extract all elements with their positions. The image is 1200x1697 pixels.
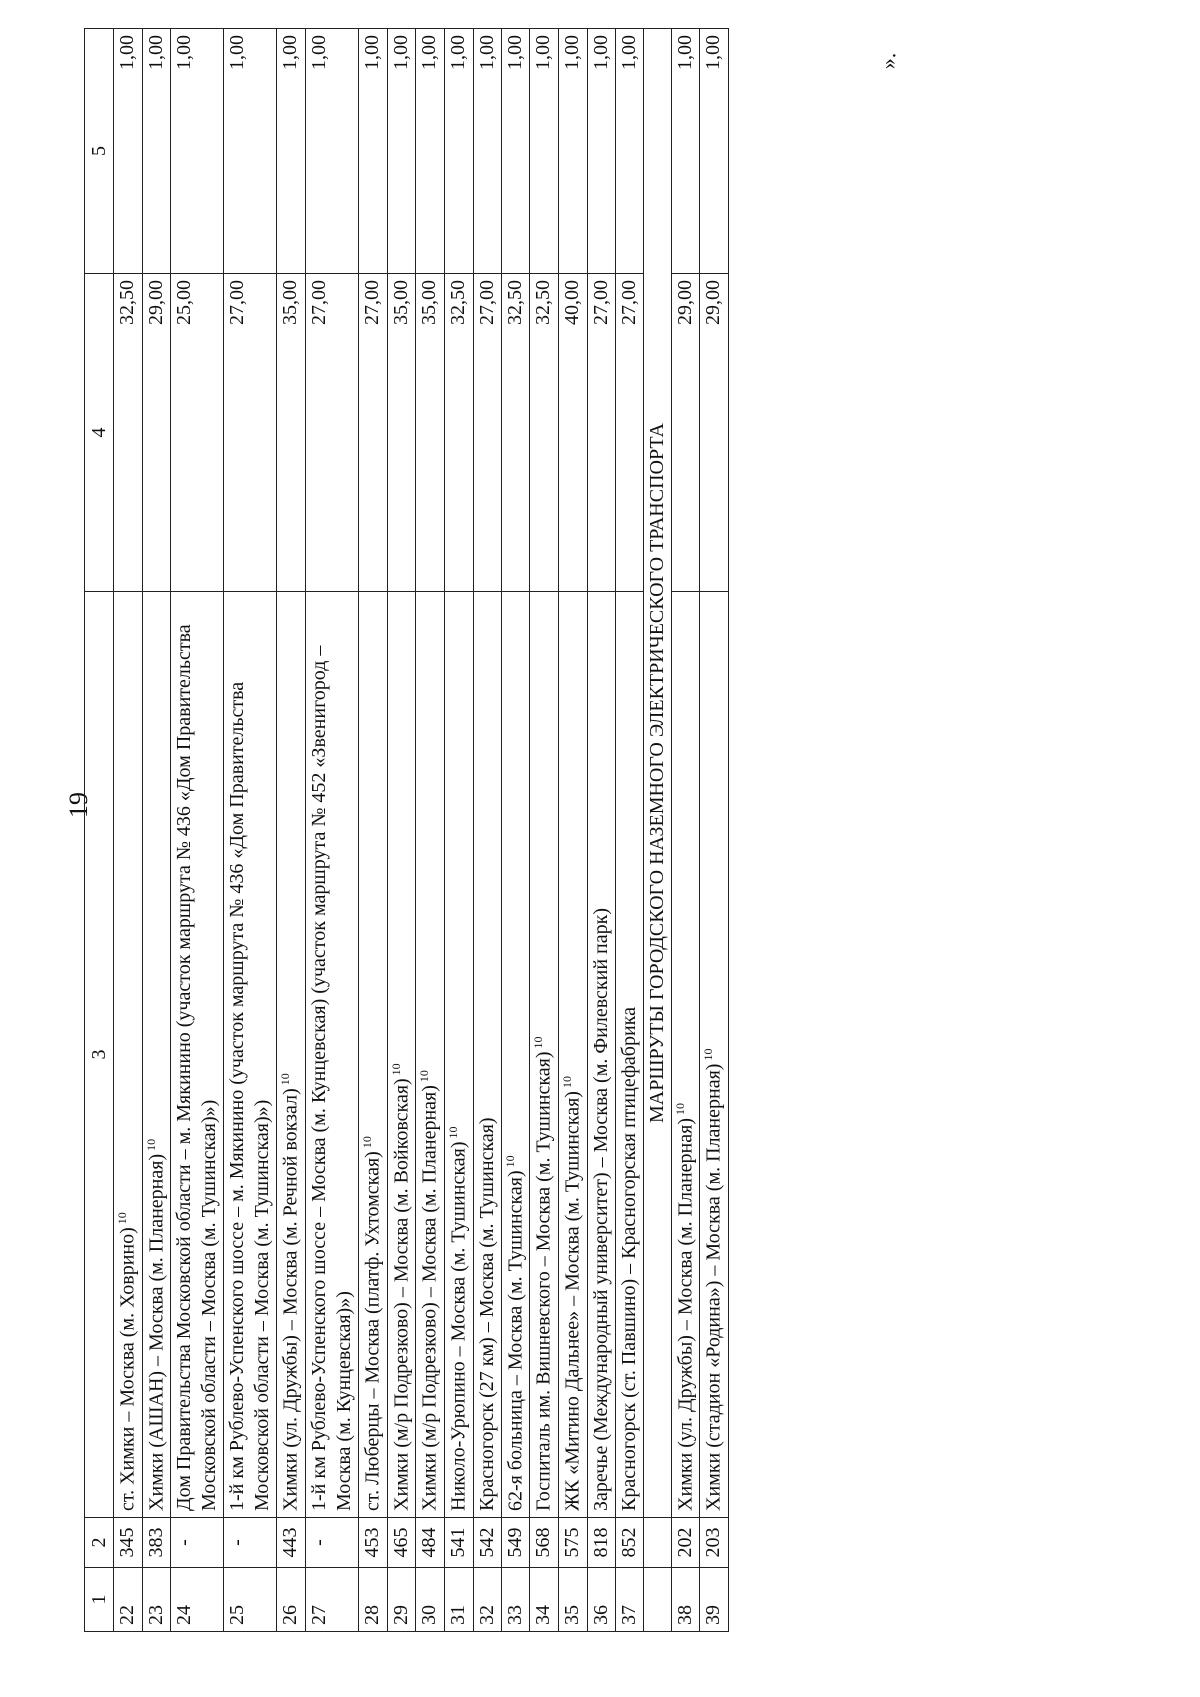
route-number: - <box>171 1518 224 1568</box>
table-row <box>114 29 143 1632</box>
route-name: Красногорск (27 км) – Москва (м. Тушинская) <box>475 1117 498 1511</box>
route-number: 541 <box>444 1518 473 1568</box>
route-number: 818 <box>587 1518 615 1568</box>
route-number: 202 <box>671 1518 700 1568</box>
fare-value: 35,00 <box>387 274 416 592</box>
route-number: 383 <box>142 1518 171 1568</box>
route-name: ст. Люберцы – Москва (платф. Ухтомская) <box>361 1151 384 1511</box>
row-number: 33 <box>501 1568 530 1632</box>
row-number: 25 <box>224 1568 277 1632</box>
route-name-cell <box>305 592 358 1518</box>
route-name: Заречье (Международный университет) – Москва (м. Филевский парк) <box>589 907 612 1511</box>
fare-value: 27,00 <box>305 274 358 592</box>
routes-table-body <box>85 29 729 1632</box>
route-name: ЖК «Митино Дальнее» – Москва (м. Тушинская) <box>561 1091 584 1511</box>
table-row <box>358 29 387 1632</box>
route-name-cell <box>358 592 387 1518</box>
route-name: Химки (ул. Дружбы) – Москва (м. Речной вокзал) <box>279 1088 302 1511</box>
table-row <box>277 29 306 1632</box>
footnote-mark: 10 <box>502 1155 517 1168</box>
row-number: 29 <box>387 1568 416 1632</box>
table-row <box>444 29 473 1632</box>
fare-value: 32,50 <box>114 274 143 592</box>
footnote-mark: 10 <box>359 1136 374 1149</box>
row-number: 27 <box>305 1568 358 1632</box>
footnote-mark: 10 <box>559 1076 574 1089</box>
route-name-cell <box>142 592 171 1518</box>
coefficient-value: 1,00 <box>387 29 416 274</box>
route-name: 62-я больница – Москва (м. Тушинская) <box>504 1170 527 1511</box>
coefficient-value: 1,00 <box>473 29 501 274</box>
coefficient-value: 1,00 <box>114 29 143 274</box>
route-number: 484 <box>416 1518 445 1568</box>
table-row <box>671 29 700 1632</box>
row-number: 36 <box>587 1568 615 1632</box>
route-name-cell <box>224 592 277 1518</box>
row-number: 38 <box>671 1568 700 1632</box>
route-number: 852 <box>615 1518 643 1568</box>
row-number: 26 <box>277 1568 306 1632</box>
header-col-5: 5 <box>85 29 114 274</box>
route-number: 568 <box>530 1518 559 1568</box>
coefficient-value: 1,00 <box>305 29 358 274</box>
route-number: 542 <box>473 1518 501 1568</box>
row-number: 32 <box>473 1568 501 1632</box>
fare-value: 40,00 <box>558 274 587 592</box>
footnote-mark: 10 <box>388 1063 403 1076</box>
table-row <box>530 29 559 1632</box>
table-row <box>171 29 224 1632</box>
routes-table <box>84 28 729 1632</box>
footnote-mark: 10 <box>143 1138 158 1151</box>
footnote-mark: 10 <box>115 1212 129 1225</box>
route-number: 443 <box>277 1518 306 1568</box>
route-name: 1-й км Рублево-Успенского шоссе – м. Мякинино (участок маршрута № 436 «Дом Правительства Московской области – Москва (м. Тушинская)») <box>226 681 274 1511</box>
route-number: 465 <box>387 1518 416 1568</box>
route-number: 575 <box>558 1518 587 1568</box>
coefficient-value: 1,00 <box>615 29 643 274</box>
header-col-4: 4 <box>85 274 114 592</box>
header-col-3: 3 <box>85 592 114 1518</box>
table-row <box>142 29 171 1632</box>
route-name-cell <box>558 592 587 1518</box>
coefficient-value: 1,00 <box>444 29 473 274</box>
section-empty-cell <box>643 1518 671 1568</box>
route-number: 203 <box>700 1518 729 1568</box>
route-name: Химки (м/р Подрезково) – Москва (м. Планерная) <box>418 1085 441 1511</box>
table-row <box>305 29 358 1632</box>
section-empty-cell <box>643 1568 671 1632</box>
route-name: ст. Химки – Москва (м. Ховрино) <box>116 1227 139 1511</box>
fare-value: 32,50 <box>501 274 530 592</box>
table-row <box>587 29 615 1632</box>
fare-value: 27,00 <box>587 274 615 592</box>
route-name-cell <box>387 592 416 1518</box>
footnote-mark: 10 <box>701 1048 716 1061</box>
fare-value: 35,00 <box>277 274 306 592</box>
fare-value: 25,00 <box>171 274 224 592</box>
route-number: 549 <box>501 1518 530 1568</box>
table-row <box>501 29 530 1632</box>
route-number: 453 <box>358 1518 387 1568</box>
table-row <box>615 29 643 1632</box>
row-number: 24 <box>171 1568 224 1632</box>
table-row <box>700 29 729 1632</box>
route-name-cell <box>444 592 473 1518</box>
rotated-table-container <box>84 29 866 1632</box>
route-name-cell <box>277 592 306 1518</box>
row-number: 37 <box>615 1568 643 1632</box>
footnote-mark: 10 <box>417 1070 432 1083</box>
table-row <box>387 29 416 1632</box>
coefficient-value: 1,00 <box>416 29 445 274</box>
route-name: Химки (ул. Дружбы) – Москва (м. Планерная) <box>674 1118 697 1511</box>
coefficient-value: 1,00 <box>530 29 559 274</box>
coefficient-value: 1,00 <box>587 29 615 274</box>
table-row <box>416 29 445 1632</box>
row-number: 28 <box>358 1568 387 1632</box>
route-name-cell <box>587 592 615 1518</box>
route-number: 345 <box>114 1518 143 1568</box>
fare-value: 29,00 <box>700 274 729 592</box>
fare-value: 27,00 <box>615 274 643 592</box>
section-row <box>643 29 671 1632</box>
coefficient-value: 1,00 <box>171 29 224 274</box>
fare-value: 29,00 <box>671 274 700 592</box>
page-number: 19 <box>64 792 93 818</box>
route-name-cell <box>473 592 501 1518</box>
coefficient-value: 1,00 <box>501 29 530 274</box>
fare-value: 35,00 <box>416 274 445 592</box>
fare-value: 27,00 <box>358 274 387 592</box>
coefficient-value: 1,00 <box>671 29 700 274</box>
route-name-cell <box>171 592 224 1518</box>
row-number: 22 <box>114 1568 143 1632</box>
footnote-mark: 10 <box>672 1103 687 1115</box>
table-header-row <box>85 29 114 1632</box>
row-number: 31 <box>444 1568 473 1632</box>
route-number: - <box>224 1518 277 1568</box>
fare-value: 32,50 <box>444 274 473 592</box>
route-name: Химки (стадион «Родина») – Москва (м. Планерная) <box>702 1063 725 1511</box>
route-name: Николо-Урюпино – Москва (м. Тушинская) <box>447 1141 470 1511</box>
route-name-cell <box>416 592 445 1518</box>
route-name: Химки (АШАН) – Москва (м. Планерная) <box>145 1153 168 1511</box>
fare-value: 27,00 <box>224 274 277 592</box>
route-name-cell <box>530 592 559 1518</box>
row-number: 35 <box>558 1568 587 1632</box>
coefficient-value: 1,00 <box>358 29 387 274</box>
table-row <box>558 29 587 1632</box>
route-number: - <box>305 1518 358 1568</box>
route-name: Госпиталь им. Вишневского – Москва (м. Тушинская) <box>532 1051 555 1511</box>
route-name-cell <box>114 592 143 1518</box>
header-col-2: 2 <box>85 1518 114 1568</box>
header-col-1: 1 <box>85 1568 114 1632</box>
section-title: МАРШРУТЫ ГОРОДСКОГО НАЗЕМНОГО ЭЛЕКТРИЧЕСКОГО ТРАНСПОРТА <box>643 29 671 1518</box>
coefficient-value: 1,00 <box>224 29 277 274</box>
footnote-mark: 10 <box>531 1036 546 1049</box>
route-name: 1-й км Рублево-Успенского шоссе – Москва (м. Кунцевская) (участок маршрута № 452 «Звенигород – Москва (м. Кунцевская)») <box>307 645 355 1511</box>
table-row <box>473 29 501 1632</box>
row-number: 30 <box>416 1568 445 1632</box>
route-name-cell <box>615 592 643 1518</box>
route-name-cell <box>671 592 700 1518</box>
fare-value: 27,00 <box>473 274 501 592</box>
route-name: Дом Правительства Московской области – м. Мякинино (участок маршрута № 436 «Дом Правительства Московской области – Москва (м. Тушинская)») <box>173 624 221 1511</box>
route-name: Химки (м/р Подрезково) – Москва (м. Войковская) <box>390 1078 413 1511</box>
coefficient-value: 1,00 <box>558 29 587 274</box>
row-number: 34 <box>530 1568 559 1632</box>
fare-value: 29,00 <box>142 274 171 592</box>
closing-mark: ». <box>875 52 901 70</box>
route-name-cell <box>700 592 729 1518</box>
table-row <box>224 29 277 1632</box>
coefficient-value: 1,00 <box>277 29 306 274</box>
row-number: 23 <box>142 1568 171 1632</box>
footnote-mark: 10 <box>278 1073 293 1086</box>
row-number: 39 <box>700 1568 729 1632</box>
route-name: Красногорск (ст. Павшино) – Красногорская птицефабрика <box>617 1007 640 1511</box>
route-name-cell <box>501 592 530 1518</box>
fare-value: 32,50 <box>530 274 559 592</box>
coefficient-value: 1,00 <box>700 29 729 274</box>
coefficient-value: 1,00 <box>142 29 171 274</box>
footnote-mark: 10 <box>445 1126 460 1139</box>
